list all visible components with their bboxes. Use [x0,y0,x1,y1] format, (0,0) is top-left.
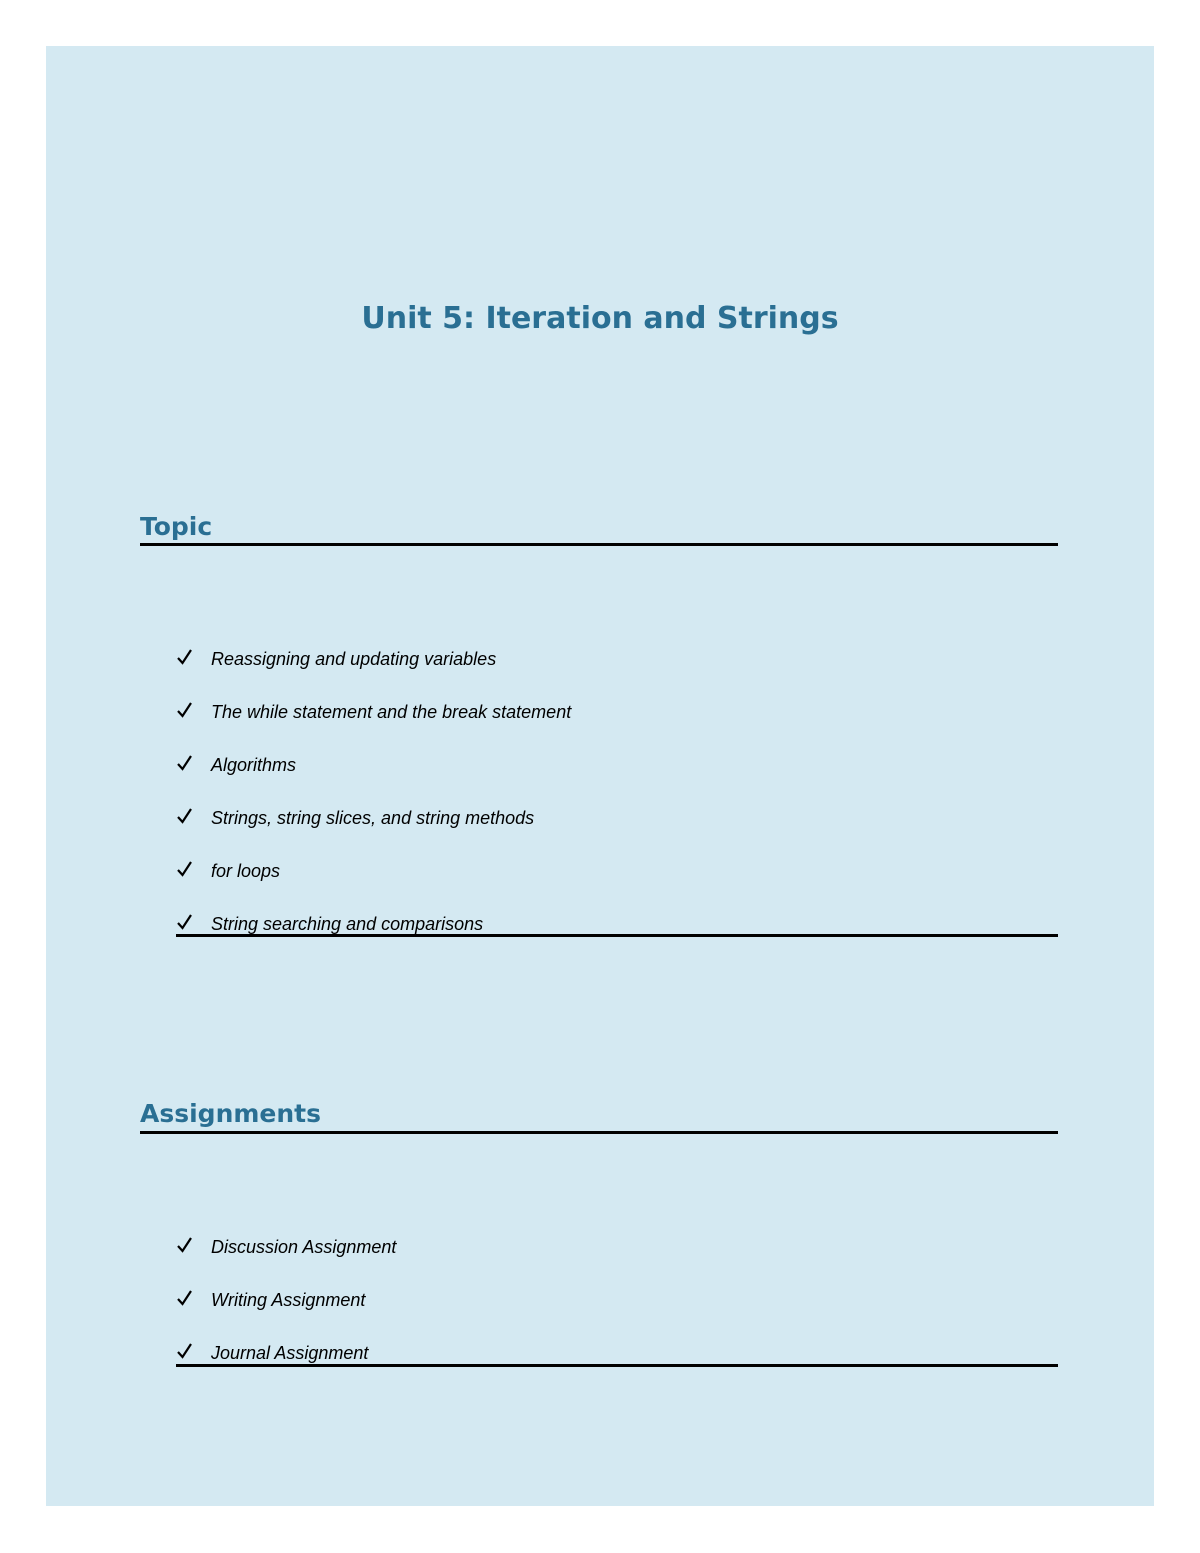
assignments-heading-rule [140,1131,1058,1134]
check-icon [176,753,194,775]
check-icon [176,859,194,881]
list-item-label: Writing Assignment [211,1290,366,1310]
list-item-label: String searching and comparisons [211,914,484,934]
assignments-heading: Assignments [140,1099,322,1128]
page-title: Unit 5: Iteration and Strings [361,301,839,336]
list-item-label: Reassigning and updating variables [211,649,497,669]
list-item-label: The while statement and the break statement [211,702,572,722]
list-item-label: for loops [211,861,281,881]
check-icon [176,1341,194,1363]
check-icon [176,912,194,934]
check-icon [176,700,194,722]
assignments-list-rule [176,1364,1058,1367]
topic-heading: Topic [140,512,213,541]
list-item-label: Algorithms [211,755,297,775]
check-icon [176,647,194,669]
list-item-label: Strings, string slices, and string methods [211,808,535,828]
list-item-label: Journal Assignment [211,1343,369,1363]
check-icon [176,1288,194,1310]
check-icon [176,1235,194,1257]
topic-heading-rule [140,543,1058,546]
check-icon [176,806,194,828]
list-item-label: Discussion Assignment [211,1237,397,1257]
topic-list-rule [176,934,1058,937]
